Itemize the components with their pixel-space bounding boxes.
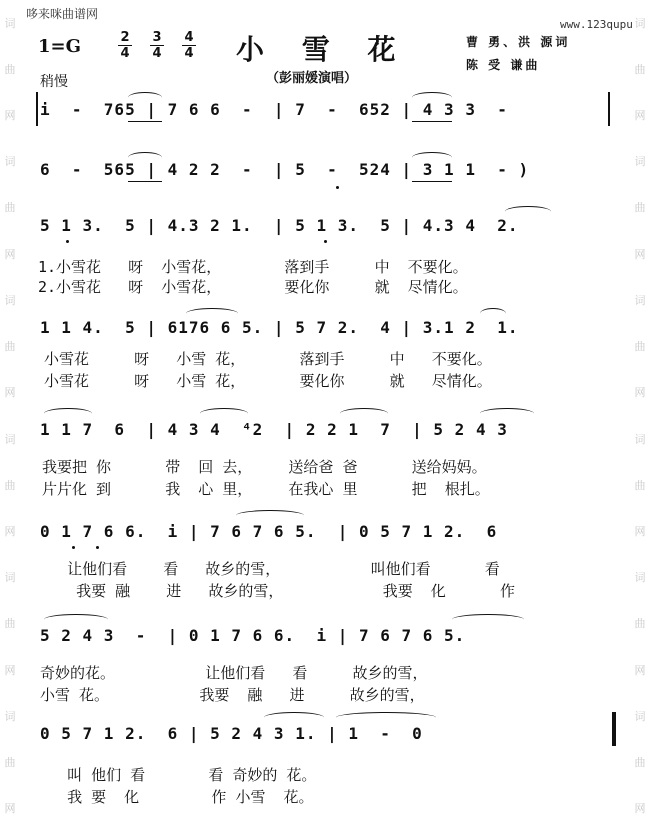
slur — [412, 152, 452, 163]
time-signature-top: 3 — [150, 30, 164, 46]
watermark-char: 网 — [634, 247, 646, 261]
slur — [452, 614, 524, 625]
low-octave-dot — [324, 240, 327, 243]
watermark-char: 网 — [4, 525, 16, 539]
lyrics-verse-2: 小雪花 呀 小雪 花， 要化你 就 尽情化。 — [44, 372, 492, 390]
watermark-char: 曲 — [634, 756, 646, 770]
watermark-char: 曲 — [4, 617, 16, 631]
watermark-char: 词 — [4, 16, 16, 30]
slur — [128, 92, 162, 103]
watermark-char: 曲 — [4, 756, 16, 770]
watermark-char: 词 — [4, 293, 16, 307]
score-line-3: 5 1 3. 5 | 4.3 2 1. | 5 1 3. 5 | 4.3 4 2. — [40, 216, 519, 235]
time-signature-bottom: 4 — [184, 46, 194, 61]
watermark-char: 词 — [634, 709, 646, 723]
watermark-char: 曲 — [4, 201, 16, 215]
score-line-7: 5 2 4 3 - | 0 1 7 6 6. i | 7 6 7 6 5. — [40, 626, 466, 645]
watermark-char: 词 — [634, 16, 646, 30]
lyricist-credit: 曹 勇、洪 源词 — [466, 35, 571, 49]
score-line-5: 1 1 7 6 | 4 3 4 ⁴2 | 2 2 1 7 | 5 2 4 3 — [40, 420, 508, 439]
time-signature-bottom: 4 — [120, 46, 130, 61]
beam — [128, 181, 162, 182]
lyrics-verse-2: 小雪 花。 我要 融 进 故乡的雪， — [40, 686, 425, 704]
slur — [236, 510, 304, 521]
time-signature-top: 2 — [118, 30, 132, 46]
lyrics-verse-1: 叫 他们 看 看 奇妙的 花。 — [40, 766, 317, 784]
lyrics-verse-2: 片片化 到 我 心 里， 在我心 里 把 根扎。 — [42, 480, 490, 498]
lyrics-verse-1: 我要把 你 带 回 去， 送给爸 爸 送给妈妈。 — [42, 458, 487, 476]
watermark-char: 网 — [4, 386, 16, 400]
watermark-char: 曲 — [634, 62, 646, 76]
time-signature-bottom: 4 — [152, 46, 162, 61]
time-signature-top: 4 — [182, 30, 196, 46]
score-line-4: 1 1 4. 5 | 6176 6 5. | 5 7 2. 4 | 3.1 2 1. — [40, 318, 519, 337]
watermark-char: 词 — [634, 155, 646, 169]
site-url: www.123qupu — [560, 18, 633, 31]
repeat-start-bar — [36, 92, 38, 126]
slur — [128, 152, 162, 163]
watermark-char: 词 — [634, 571, 646, 585]
time-signature — [118, 30, 132, 61]
watermark-char: 网 — [634, 802, 646, 816]
watermark-char: 词 — [4, 709, 16, 723]
watermark-char: 曲 — [634, 617, 646, 631]
lyrics-verse-2: 我 要 化 作 小雪 花。 — [40, 788, 314, 806]
final-barline — [612, 712, 616, 746]
watermark-char: 网 — [634, 386, 646, 400]
barline — [608, 92, 610, 126]
watermark-char: 曲 — [634, 478, 646, 492]
watermark-char: 网 — [634, 525, 646, 539]
performer-credit: （彭丽媛演唱） — [266, 71, 358, 86]
low-octave-dot — [336, 186, 339, 189]
watermark-left-column — [1, 0, 19, 832]
watermark-char: 网 — [4, 802, 16, 816]
site-name: 哆来咪曲谱网 — [26, 7, 99, 21]
lyrics-verse-1: 1.小雪花 呀 小雪花， 落到手 中 不要化。 — [38, 258, 468, 276]
low-octave-dot — [72, 546, 75, 549]
slur — [44, 614, 108, 625]
slur — [480, 308, 506, 319]
lyrics-verse-1: 让他们看 看 故乡的雪， 叫他们看 看 — [40, 560, 500, 578]
watermark-char: 网 — [634, 109, 646, 123]
tempo-marking: 稍慢 — [40, 74, 68, 90]
watermark-char: 词 — [4, 571, 16, 585]
lyrics-verse-1: 奇妙的花。 让他们看 看 故乡的雪， — [40, 664, 428, 682]
watermark-char: 词 — [634, 432, 646, 446]
triplet-slur — [340, 408, 388, 419]
watermark-char: 曲 — [634, 201, 646, 215]
triplet-slur — [200, 408, 248, 419]
slur — [186, 308, 238, 319]
watermark-right-column — [631, 0, 649, 832]
beam — [412, 121, 452, 122]
low-octave-dot — [96, 546, 99, 549]
composer-credit: 陈 受 谦曲 — [466, 58, 541, 72]
score-line-6: 0 1 7 6 6. i | 7 6 7 6 5. | 0 5 7 1 2. 6 — [40, 522, 498, 541]
song-title: 小 雪 花 — [236, 33, 410, 66]
watermark-char: 网 — [4, 109, 16, 123]
score-line-2: 6 - 565 | 4 2 2 - | 5 - 524 | 3 1 1 - ) — [40, 160, 530, 179]
low-octave-dot — [66, 240, 69, 243]
watermark-char: 词 — [4, 432, 16, 446]
lyrics-verse-2: 2.小雪花 呀 小雪花， 要化你 就 尽情化。 — [38, 278, 468, 296]
watermark-char: 曲 — [4, 340, 16, 354]
beam — [412, 181, 452, 182]
slur — [412, 92, 452, 103]
score-line-1: i - 765 | 7 6 6 - | 7 - 652 | 4 3 3 - — [40, 100, 508, 119]
time-signature — [150, 30, 164, 61]
watermark-char: 曲 — [4, 62, 16, 76]
lyrics-verse-1: 小雪花 呀 小雪 花， 落到手 中 不要化。 — [44, 350, 492, 368]
watermark-char: 词 — [634, 293, 646, 307]
slur — [480, 408, 534, 419]
watermark-char: 网 — [4, 247, 16, 261]
triplet-slur — [44, 408, 92, 419]
watermark-char: 曲 — [634, 340, 646, 354]
tie — [336, 712, 436, 723]
score-line-8: 0 5 7 1 2. 6 | 5 2 4 3 1. | 1 - 0 — [40, 724, 423, 743]
lyrics-verse-2: 我要 融 进 故乡的雪， 我要 化 作 — [40, 582, 515, 600]
watermark-char: 词 — [4, 155, 16, 169]
slur — [505, 206, 551, 217]
watermark-char: 曲 — [4, 478, 16, 492]
time-signature — [182, 30, 196, 61]
watermark-char: 网 — [634, 663, 646, 677]
beam — [128, 121, 162, 122]
key-signature: 1=G — [38, 36, 81, 57]
watermark-char: 网 — [4, 663, 16, 677]
slur — [264, 712, 324, 723]
